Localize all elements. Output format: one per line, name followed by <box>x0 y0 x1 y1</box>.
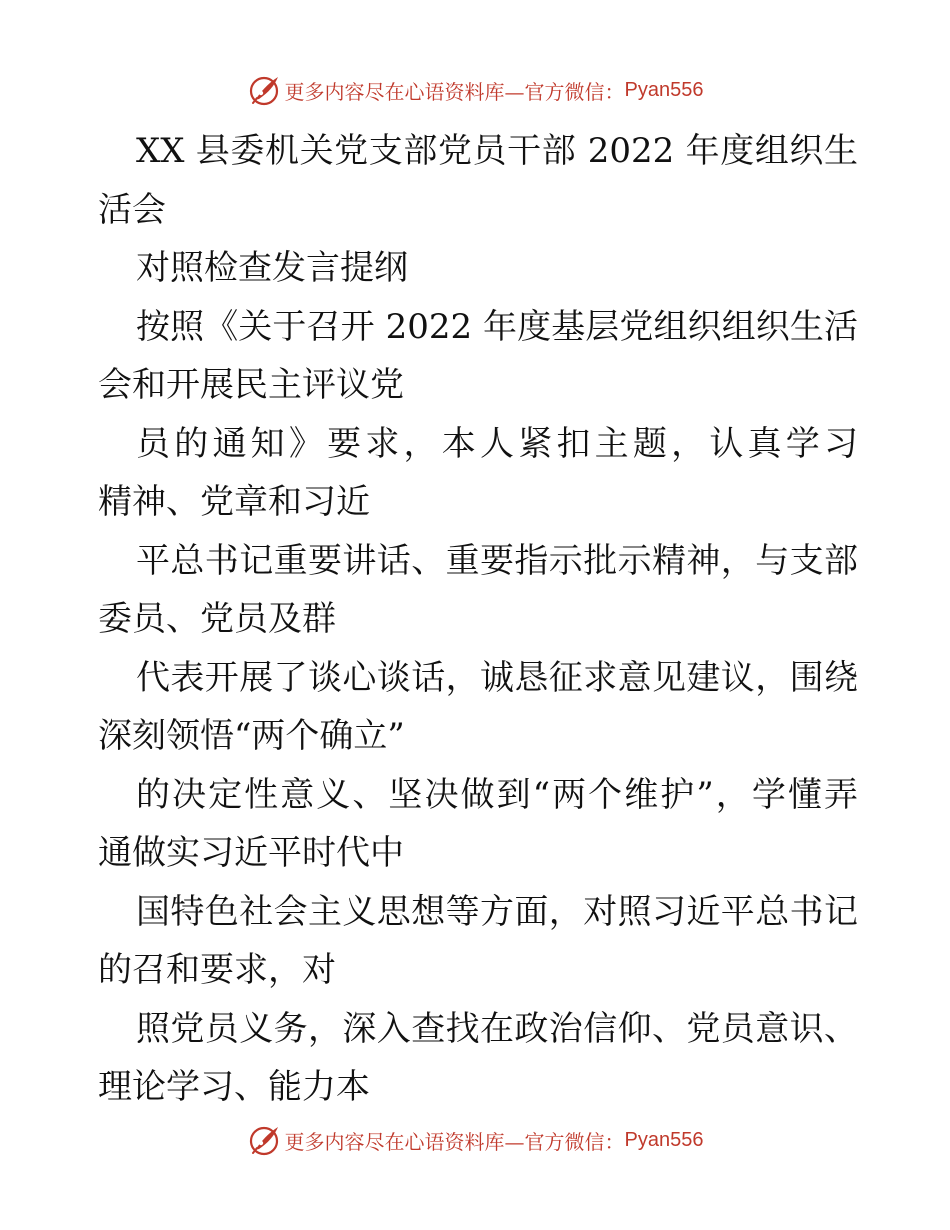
watermark-wechat-id: Pyan556 <box>624 78 704 101</box>
text-line: XX 县委机关党支部党员干部 2022 年度组织生 <box>136 131 858 171</box>
text-line: 国特色社会主义思想等方面，对照习近平总书记 <box>136 891 858 932</box>
text-line: 活会 <box>98 189 166 230</box>
text-line: 精神、党章和习近 <box>98 482 370 522</box>
quill-logo-icon <box>247 1122 283 1158</box>
text-line: 照党员义务，深入查找在政治信仰、党员意识、 <box>136 1008 858 1049</box>
text-line: 员的通知》要求，本人紧扣主题，认真学习 <box>136 423 858 464</box>
text-line: 通做实习近平时代中 <box>98 833 404 873</box>
text-line: 代表开展了谈心谈话，诚恳征求意见建议，围绕 <box>136 657 858 698</box>
text-line: 委员、党员及群 <box>98 599 336 639</box>
text-line: 的决定性意义、坚决做到“两个维护”，学懂弄 <box>136 774 858 815</box>
watermark-text: 更多内容尽在心语资料库—官方微信： <box>284 79 625 104</box>
watermark-wechat-id: Pyan556 <box>624 1128 704 1151</box>
header-watermark <box>0 70 950 110</box>
text-line: 深刻领悟“两个确立” <box>98 716 405 756</box>
text-line: 的召和要求，对 <box>98 950 336 990</box>
text-line: 按照《关于召开 2022 年度基层党组织组织生活 <box>136 306 858 347</box>
text-line: 平总书记重要讲话、重要指示批示精神，与支部 <box>136 540 858 581</box>
quill-logo-icon <box>247 72 283 108</box>
text-line: 会和开展民主评议党 <box>98 365 404 405</box>
footer-watermark <box>0 1120 950 1160</box>
text-line: 对照检查发言提纲 <box>136 248 408 288</box>
document-body <box>98 122 858 1117</box>
watermark-text: 更多内容尽在心语资料库—官方微信： <box>284 1129 625 1154</box>
text-line: 理论学习、能力本 <box>98 1067 370 1107</box>
